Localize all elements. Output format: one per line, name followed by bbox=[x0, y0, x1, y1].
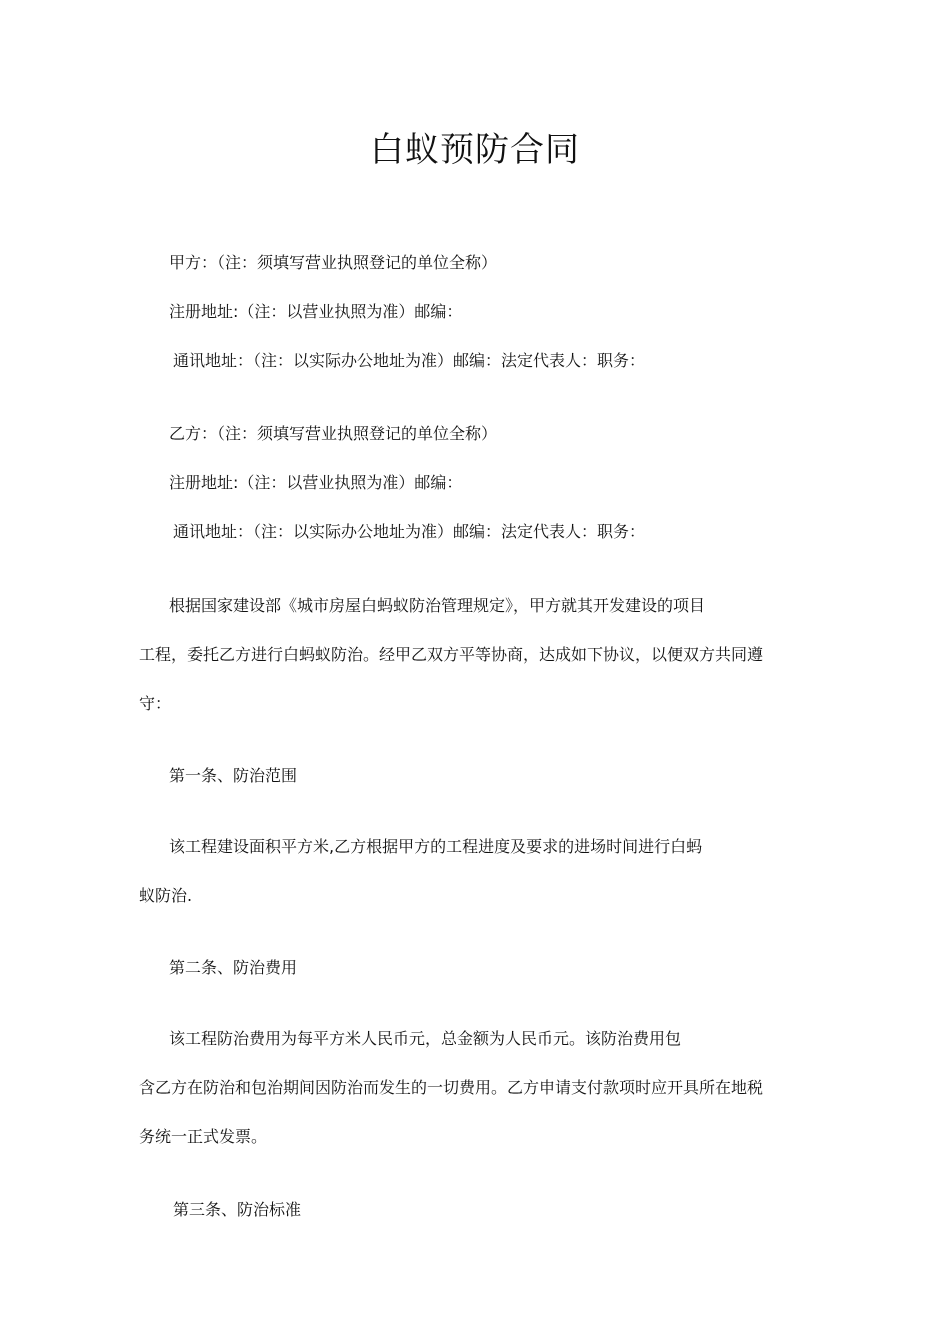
party-b-registered-address-line: 注册地址:（注：以营业执照为准）邮编： bbox=[169, 473, 463, 492]
article-1-line-1: 该工程建设面积平方米,乙方根据甲方的工程进度及要求的进场时间进行白蚂 bbox=[169, 837, 703, 856]
party-a-name-line: 甲方：（注：须填写营业执照登记的单位全称） bbox=[169, 253, 498, 272]
article-2-line-1: 该工程防治费用为每平方米人民币元，总金额为人民币元。该防治费用包 bbox=[169, 1029, 682, 1048]
party-a-registered-address-line: 注册地址:（注：以营业执照为准）邮编： bbox=[169, 302, 463, 321]
article-2-line-2: 含乙方在防治和包治期间因防治而发生的一切费用。乙方申请支付款项时应开具所在地税 bbox=[139, 1078, 764, 1097]
article-2-line-3: 务统一正式发票。 bbox=[139, 1127, 268, 1146]
article-2-heading: 第二条、防治费用 bbox=[169, 958, 298, 977]
article-3-heading: 第三条、防治标准 bbox=[173, 1200, 302, 1219]
preamble-line-2: 工程，委托乙方进行白蚂蚁防治。经甲乙双方平等协商，达成如下协议，以便双方共同遵 bbox=[139, 645, 764, 664]
preamble-line-3: 守： bbox=[139, 694, 172, 713]
party-b-name-line: 乙方：（注：须填写营业执照登记的单位全称） bbox=[169, 424, 498, 443]
party-a-contact-address-line: 通讯地址：（注：以实际办公地址为准）邮编：法定代表人：职务： bbox=[173, 351, 646, 370]
article-1-line-2: 蚁防治. bbox=[139, 886, 193, 905]
document-title: 白蚁预防合同 bbox=[370, 130, 580, 170]
article-1-heading: 第一条、防治范围 bbox=[169, 766, 298, 785]
preamble-line-1: 根据国家建设部《城市房屋白蚂蚁防治管理规定》，甲方就其开发建设的项目 bbox=[169, 596, 706, 615]
party-b-contact-address-line: 通讯地址：（注：以实际办公地址为准）邮编：法定代表人：职务： bbox=[173, 522, 646, 541]
